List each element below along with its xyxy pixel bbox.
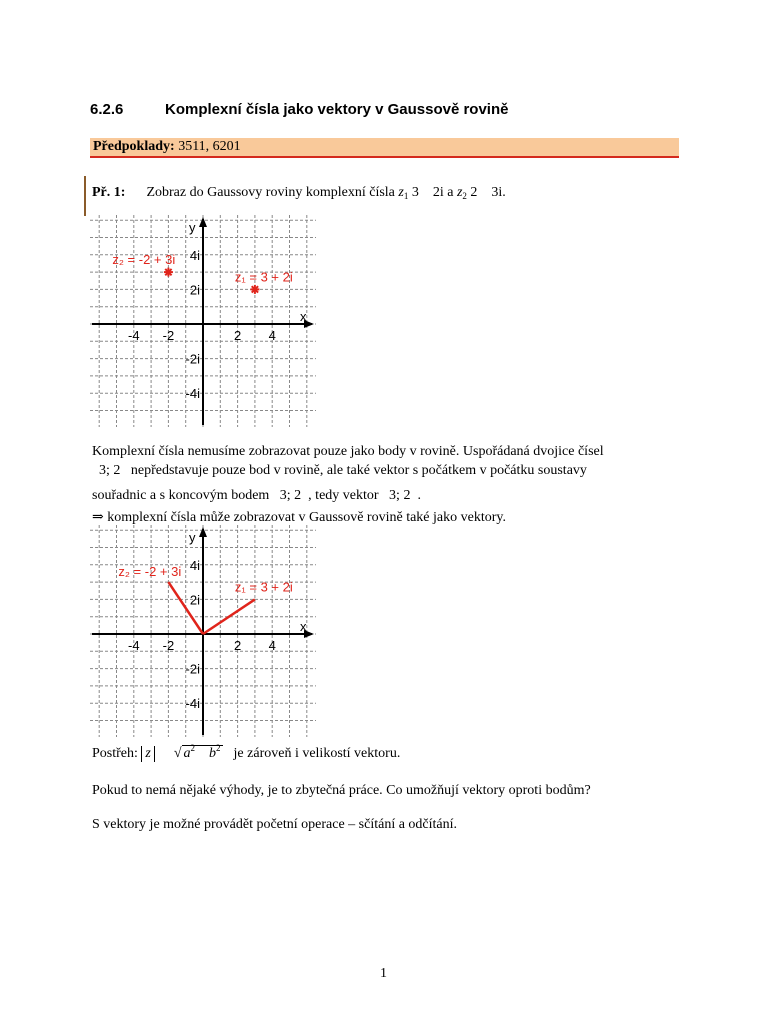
prerequisites-value: 3511, 6201 [178, 139, 241, 154]
sqrt-sign: √ [173, 746, 182, 761]
x-tick-label: 2 [233, 638, 242, 653]
gauss-plane-points [90, 215, 316, 427]
example1-z2-sub: 2 [462, 191, 467, 201]
abs-value [141, 746, 154, 762]
example1-and: a [447, 185, 454, 200]
formula-a: a [183, 746, 191, 761]
paragraph-line-4 [92, 511, 506, 525]
y-tick-label: -2i [185, 351, 200, 367]
formula-b: b [209, 746, 217, 761]
x-tick-label: 2 [233, 328, 242, 343]
x-tick-label: -2 [162, 328, 175, 343]
example1-text: Zobraz do Gaussovy roviny komplexní čísla [146, 185, 395, 200]
example1-z2-symbol: z [456, 185, 463, 200]
y-tick-label: 2i [189, 592, 200, 608]
z2-point [164, 268, 173, 277]
y-tick-label: 4i [189, 247, 200, 263]
y-tick-label: 4i [189, 557, 200, 573]
observation-line [92, 744, 400, 762]
example1-z2-value: 2 3i [470, 185, 503, 200]
y-tick-label: -4i [185, 696, 200, 712]
z2-label: z₂ = -2 + 3i [118, 564, 182, 580]
y-tick-label: -4i [185, 386, 200, 402]
axes [92, 217, 314, 425]
z1-point [250, 285, 259, 294]
paragraph-2: Pokud to nemá nějaké výhody, je to zbytečná práce. Co umožňují vektory oproti bodům? [92, 783, 591, 798]
x-tick-label: 4 [268, 638, 276, 653]
example1-line [92, 186, 506, 201]
example1-z1-sub: 1 [403, 191, 409, 201]
page-number: 1 [380, 966, 387, 981]
x-axis-label: x [300, 309, 307, 324]
y-axis-label: y [189, 220, 196, 235]
formula-b-exp: 2 [216, 743, 221, 753]
x-tick-label: -2 [162, 638, 175, 653]
gauss-plane-vectors [90, 525, 316, 737]
observation-label: Postřeh: [92, 746, 138, 761]
prerequisites-label: Předpoklady: [93, 139, 175, 154]
example1-z1-symbol: z [398, 185, 404, 200]
example-margin-rule [84, 176, 86, 216]
paragraph-line-2: 3; 2 nepředstavuje pouze bod v rovině, ale také vektor s počátkem v počátku soustavy [92, 463, 587, 478]
example1-end: . [502, 185, 506, 200]
paragraph-line-4-text: komplexní čísla může zobrazovat v Gaussově rovině také jako vektory. [103, 510, 506, 525]
x-tick-label: -4 [128, 328, 140, 343]
y-tick-label: 2i [189, 282, 200, 298]
z1-label: z₁ = 3 + 2i [234, 269, 293, 285]
z2-label: z₂ = -2 + 3i [112, 252, 176, 268]
example1-z1-value: 3 2i [411, 185, 444, 200]
sqrt-content [182, 745, 223, 761]
observation-rest: je zároveň i velikostí vektoru. [233, 746, 401, 761]
y-tick-label: -2i [185, 661, 200, 677]
y-axis-arrowhead [199, 527, 207, 537]
x-tick-label: -4 [128, 638, 140, 653]
paragraph-line-3: souřadnic a s koncovým bodem 3; 2 , tedy vektor 3; 2 . [92, 488, 421, 503]
section-title: Komplexní čísla jako vektory v Gaussově rovině [165, 101, 509, 118]
formula-a-exp: 2 [190, 743, 196, 753]
y-axis-label: y [189, 530, 196, 545]
implies-arrow: ⇒ [92, 510, 104, 525]
axes [92, 527, 314, 735]
section-number: 6.2.6 [90, 101, 124, 118]
paragraph-line-1: Komplexní čísla nemusíme zobrazovat pouze jako body v rovině. Uspořádaná dvojice čísel [92, 444, 604, 459]
abs-z: z [145, 746, 151, 761]
x-axis-label: x [300, 619, 307, 634]
example1-label: Př. 1: [92, 185, 126, 200]
z1-label: z₁ = 3 + 2i [234, 579, 293, 595]
y-axis-arrowhead [199, 217, 207, 227]
prerequisites-bar [90, 138, 679, 158]
paragraph-3: S vektory je možné provádět početní operace – sčítání a odčítání. [92, 817, 458, 832]
x-tick-label: 4 [268, 328, 276, 343]
